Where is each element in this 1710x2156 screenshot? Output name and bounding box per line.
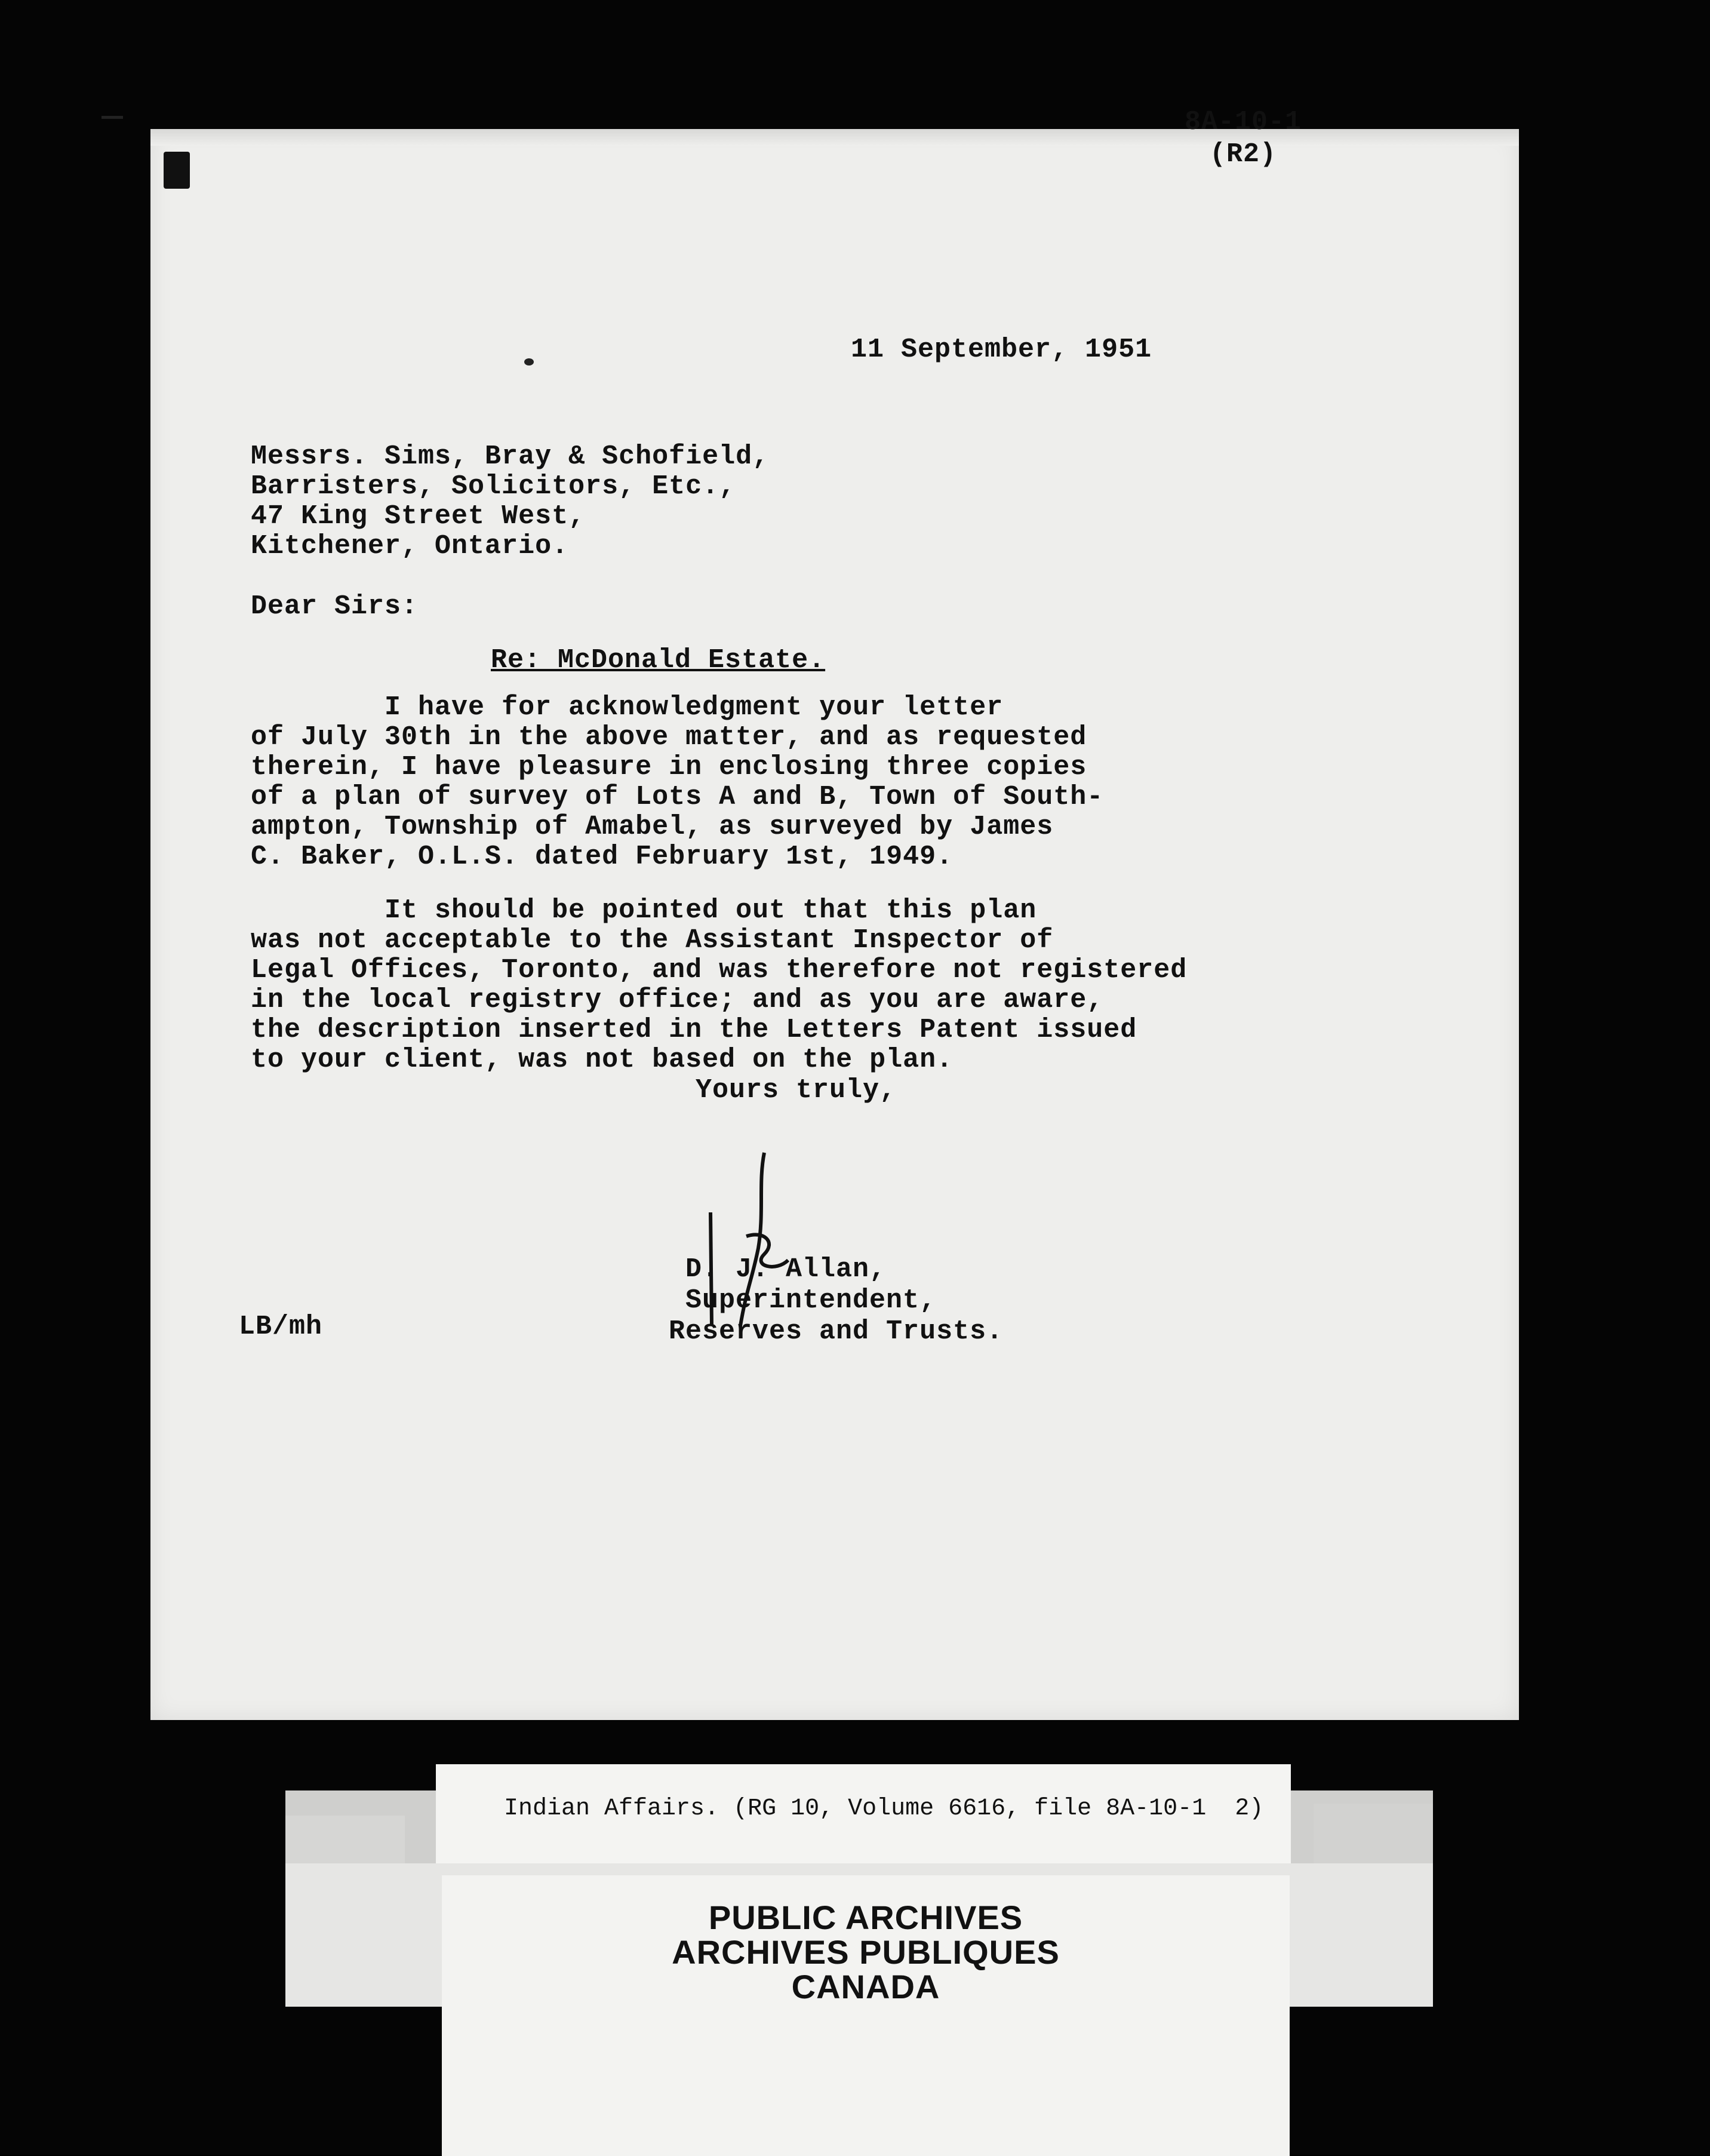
- file-reference: 8A-10-1 (R2): [1185, 107, 1302, 170]
- stamp-line-1: PUBLIC ARCHIVES: [708, 1899, 1023, 1936]
- archive-reference: Indian Affairs. (RG 10, Volume 6616, file 8A-10-1 2): [504, 1795, 1264, 1822]
- stamp-line-3: CANADA: [791, 1968, 940, 2005]
- letter-date: 11 September, 1951: [851, 334, 1152, 365]
- salutation: Dear Sirs:: [251, 591, 419, 622]
- punch-mark: [164, 152, 190, 189]
- paper-edge: [150, 129, 1519, 146]
- stamp-line-2: ARCHIVES PUBLIQUES: [672, 1933, 1060, 1971]
- typist-initials: LB/mh: [239, 1312, 323, 1342]
- body-paragraph-2: It should be pointed out that this plan was not acceptable to the Assistant Inspector of Legal Offices, Toronto, and was therefore not registered in the local registry office; and as you are aware, the description inserted in the Letters Patent issued to your client, was not based on the plan.: [251, 895, 1188, 1075]
- archive-reference-label: [436, 1764, 1291, 1863]
- body-paragraph-1: I have for acknowledgment your letter of July 30th in the above matter, and as requested therein, I have pleasure in enclosing three copies of a plan of survey of Lots A and B, Town of South- ampton, Township of Amabel, as surveyed by James C. Baker, O.L.S. dated February 1st, 1949.: [251, 692, 1104, 872]
- closing: Yours truly,: [696, 1075, 897, 1105]
- stray-mark: [102, 116, 123, 119]
- recipient-address: Messrs. Sims, Bray & Schofield, Barristers, Solicitors, Etc., 47 King Street West, Kitchener, Ontario.: [251, 441, 770, 561]
- stray-dot: [524, 358, 534, 366]
- archive-stamp: [442, 1875, 1290, 2156]
- subject-line: Re: McDonald Estate.: [491, 645, 826, 675]
- signatory-block: D. J. Allan, Superintendent, Reserves and Trusts.: [669, 1254, 1004, 1347]
